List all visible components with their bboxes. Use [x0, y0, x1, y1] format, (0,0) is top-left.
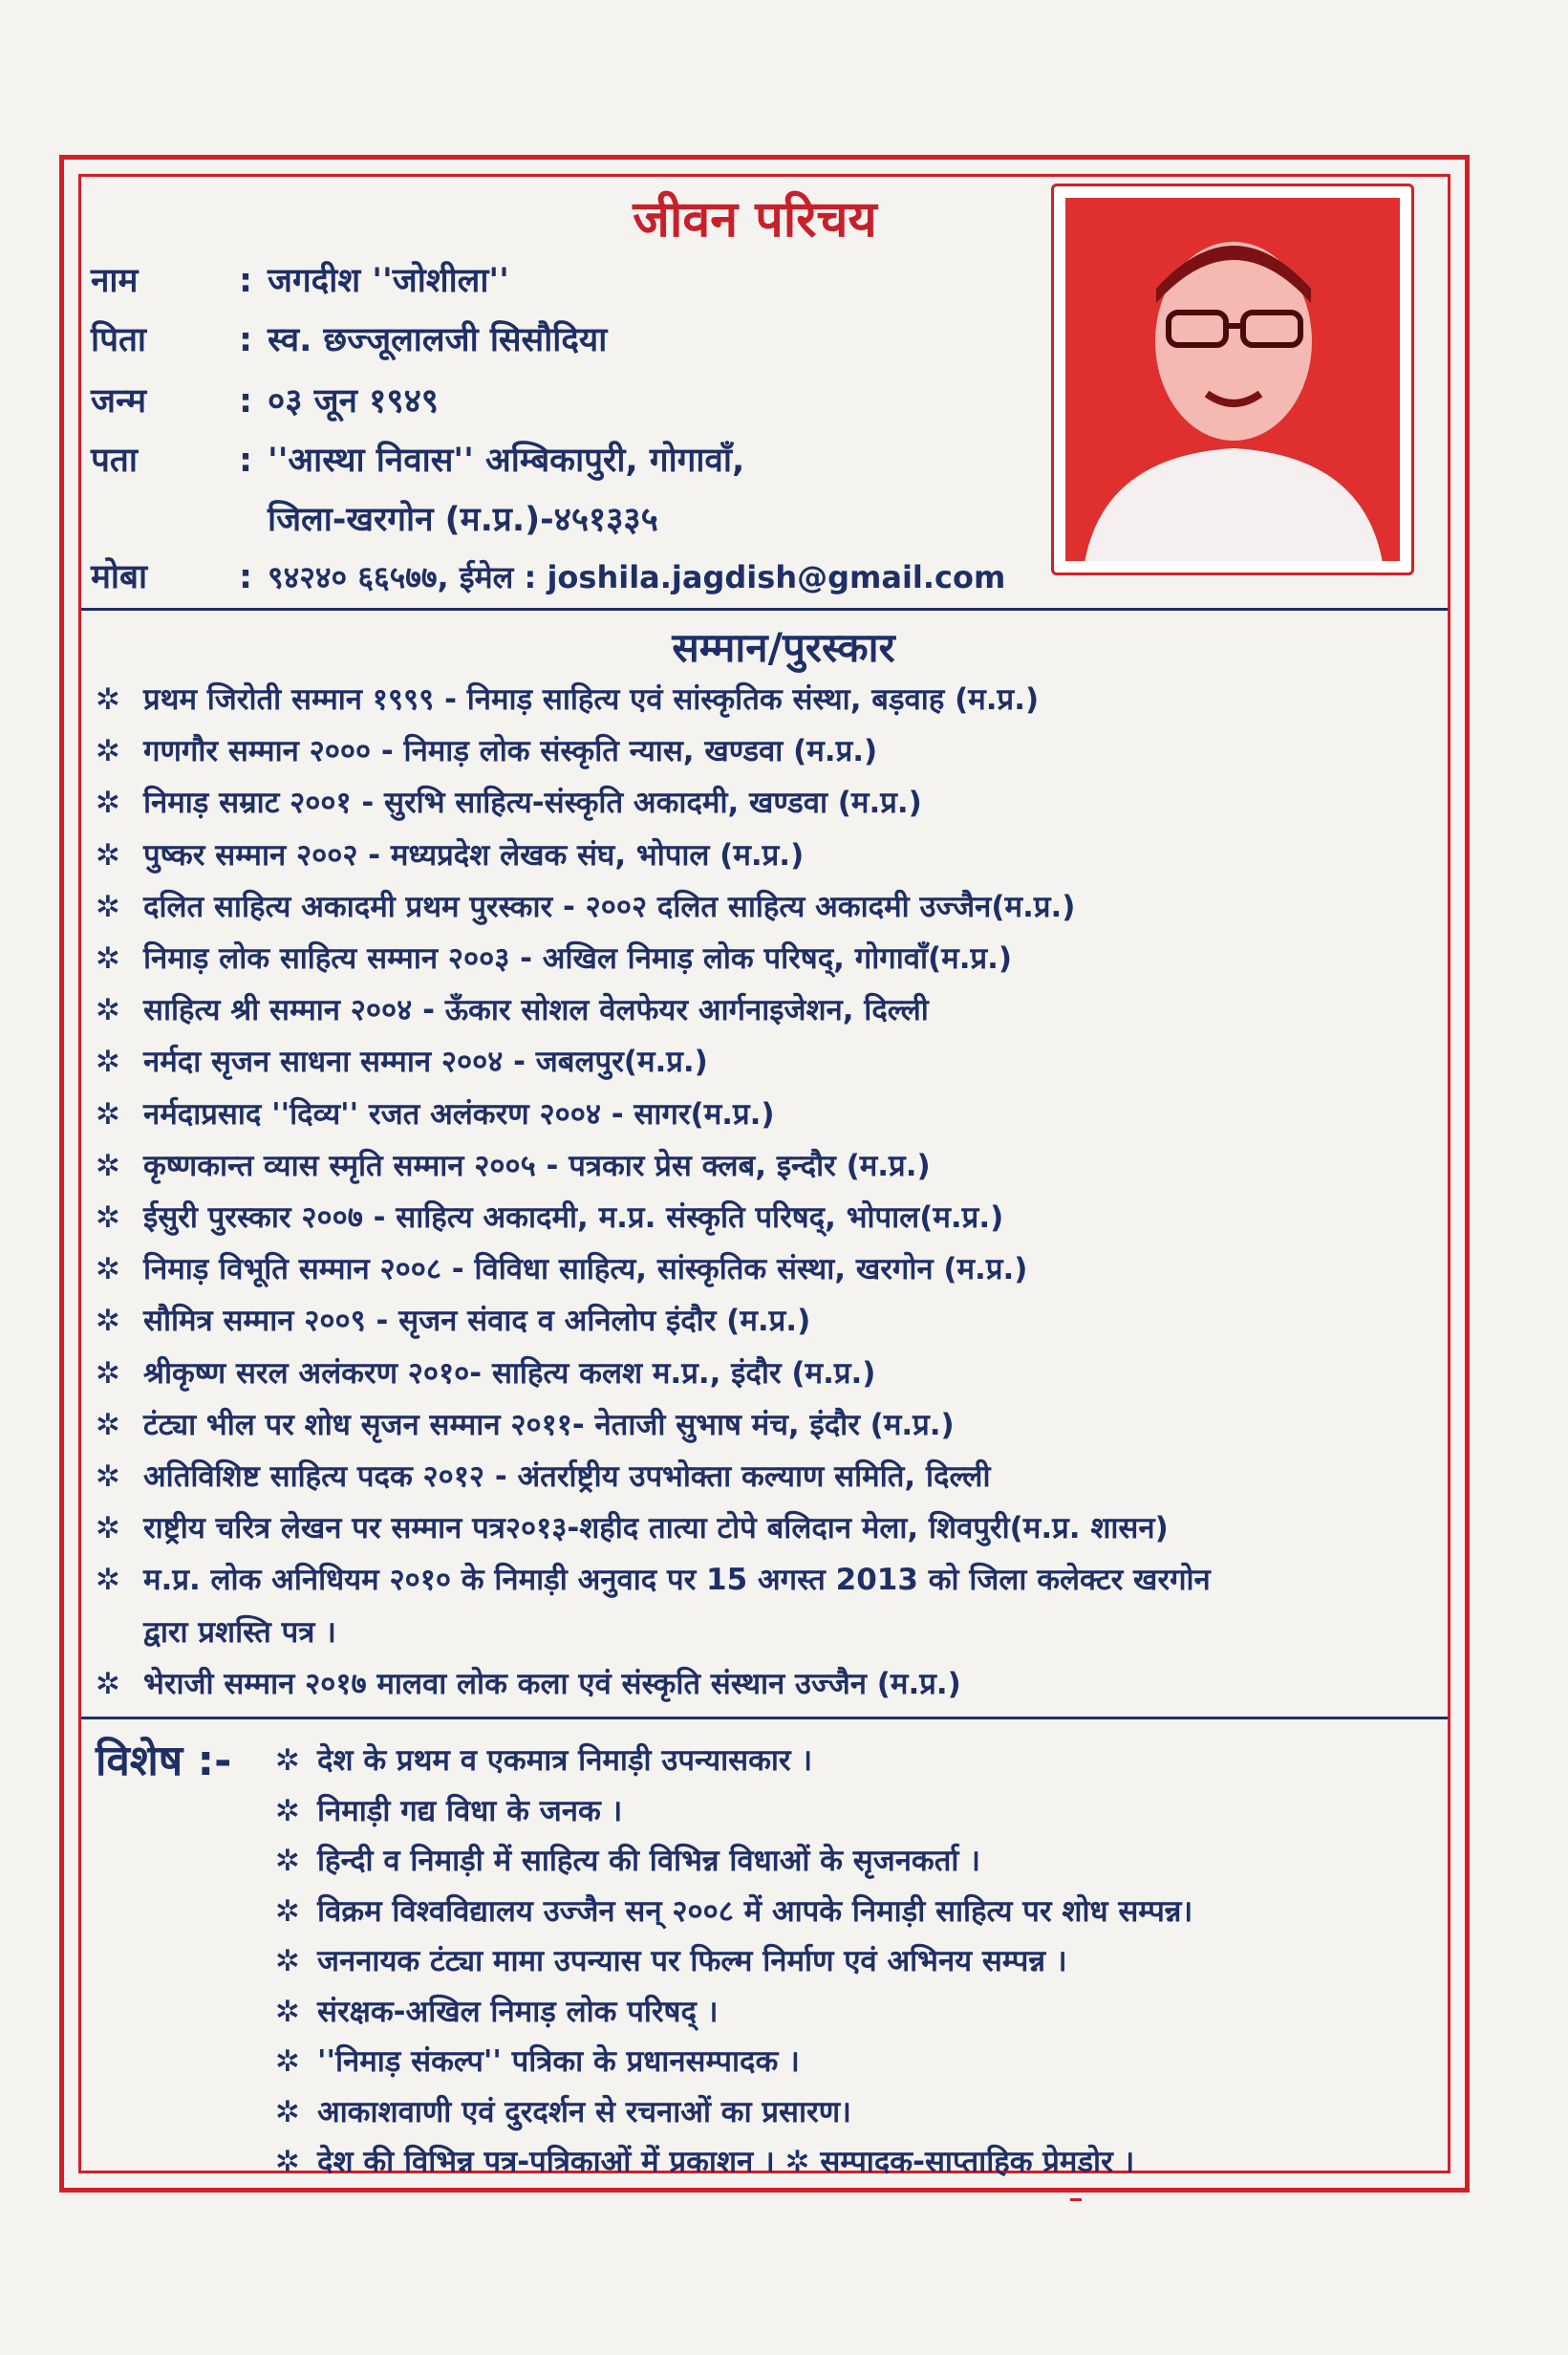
special-item — [275, 2143, 1441, 2181]
special-item — [275, 1842, 1441, 1880]
award-text: गणगौर सम्मान २००० - निमाड़ लोक संस्कृति न्यास, खण्डवा (म.प्र.) — [143, 734, 878, 769]
bio-value: ०३ जून १९४९ — [268, 382, 439, 421]
special-text: जननायक टंट्या मामा उपन्यास पर फिल्म निर्माण एवं अभिनय सम्पन्न । — [317, 1944, 1067, 1978]
bio-label: मोबा — [91, 558, 148, 596]
bio-label: नाम — [91, 262, 139, 300]
bio-label: जन्म — [91, 382, 147, 421]
bio-value: जिला-खरगोन (म.प्र.)-४५१३३५ — [268, 501, 658, 539]
bullet-icon: ✲ — [96, 734, 120, 769]
bullet-icon: ✲ — [275, 1793, 300, 1828]
award-item — [96, 1458, 1443, 1496]
portrait-photo — [1065, 198, 1400, 561]
bio-colon: : — [239, 382, 252, 421]
bio-value: ९४२४० ६६५७७, ईमेल : joshila.jagdish@gmail.com — [268, 559, 1006, 595]
bullet-icon: ✲ — [96, 1045, 120, 1080]
bullet-icon: ✲ — [275, 1944, 300, 1978]
award-text: अतिविशिष्ट साहित्य पदक २०१२ - अंतर्राष्ट्रीय उपभोक्ता कल्याण समिति, दिल्ली — [143, 1459, 991, 1494]
bullet-icon: ✲ — [96, 1511, 120, 1546]
award-continuation: द्वारा प्रशस्ति पत्र । — [143, 1614, 336, 1650]
award-text: सौमित्र सम्मान २००९ - सृजन संवाद व अनिलोप इंदौर (म.प्र.) — [143, 1304, 811, 1339]
special-item — [275, 2042, 1441, 2081]
bio-label: पता — [91, 442, 138, 480]
awards-title: सम्मान/पुरस्कार — [672, 624, 895, 671]
award-text: भेराजी सम्मान २०१७ मालवा लोक कला एवं संस्कृति संस्थान उज्जैन (म.प्र.) — [143, 1666, 961, 1701]
award-item — [96, 1665, 1443, 1703]
special-item — [275, 2093, 1441, 2131]
bullet-icon: ✲ — [96, 941, 120, 976]
bullet-icon: ✲ — [96, 1407, 120, 1442]
page-title: जीवन परिचय — [633, 191, 877, 248]
bullet-icon: ✲ — [96, 837, 120, 873]
bio-label: पिता — [91, 321, 146, 359]
bio-value: जगदीश ''जोशीला'' — [268, 262, 509, 300]
award-item — [96, 1199, 1443, 1237]
award-text: निमाड़ लोक साहित्य सम्मान २००३ - अखिल निमाड़ लोक परिषद्, गोगावाँ(म.प्र.) — [143, 941, 1013, 976]
award-item — [96, 681, 1443, 719]
divider — [81, 1717, 1448, 1719]
special-item — [275, 1942, 1441, 1980]
divider — [81, 608, 1448, 611]
special-item — [275, 1741, 1441, 1780]
special-text: आकाशवाणी एवं दुरदर्शन से रचनाओं का प्रसारण। — [317, 2094, 851, 2129]
award-item — [96, 1406, 1443, 1444]
special-label: विशेष :- — [96, 1737, 232, 1785]
bullet-icon: ✲ — [96, 1096, 120, 1132]
bullet-icon: ✲ — [96, 889, 120, 924]
award-item — [96, 991, 1443, 1029]
bullet-icon: ✲ — [96, 1200, 120, 1235]
award-text: राष्ट्रीय चरित्र लेखन पर सम्मान पत्र२०१३-शहीद तात्या टोपे बलिदान मेला, शिवपुरी(म.प्र. शासन) — [143, 1511, 1169, 1546]
bullet-icon: ✲ — [96, 682, 120, 717]
bullet-icon: ✲ — [96, 1304, 120, 1339]
bullet-icon: ✲ — [275, 1994, 300, 2029]
bio-value: ''आस्था निवास'' अम्बिकापुरी, गोगावाँ, — [268, 442, 745, 480]
award-text: श्रीकृष्ण सरल अलंकरण २०१०- साहित्य कलश म.प्र., इंदौर (म.प्र.) — [143, 1355, 876, 1391]
award-text: पुष्कर सम्मान २००२ - मध्यप्रदेश लेखक संघ, भोपाल (म.प्र.) — [143, 837, 805, 873]
bio-colon: : — [239, 442, 252, 480]
special-item — [275, 1993, 1441, 2031]
special-text: निमाड़ी गद्य विधा के जनक । — [317, 1793, 623, 1828]
award-text: म.प्र. लोक अनिधियम २०१० के निमाड़ी अनुवाद पर 15 अगस्त 2013 को जिला कलेक्टर खरगोन — [143, 1563, 1211, 1598]
award-item — [96, 1509, 1443, 1547]
award-text: टंट्या भील पर शोध सृजन सम्मान २०११- नेताजी सुभाष मंच, इंदौर (म.प्र.) — [143, 1407, 955, 1442]
bio-colon: : — [239, 262, 252, 300]
bullet-icon: ✲ — [96, 1459, 120, 1494]
award-text: कृष्णकान्त व्यास स्मृति सम्मान २००५ - पत्रकार प्रेस क्लब, इन्दौर (म.प्र.) — [143, 1148, 931, 1183]
bullet-icon: ✲ — [96, 993, 120, 1028]
bullet-icon: ✲ — [96, 786, 120, 821]
special-text: हिन्दी व निमाड़ी में साहित्य की विभिन्न विधाओं के सृजनकर्ता । — [317, 1844, 980, 1878]
award-item — [96, 888, 1443, 926]
award-item — [96, 732, 1443, 770]
bio-value: स्व. छज्जूलालजी सिसौदिया — [268, 321, 608, 359]
award-text: दलित साहित्य अकादमी प्रथम पुरस्कार - २००२ दलित साहित्य अकादमी उज्जैन(म.प्र.) — [143, 889, 1076, 924]
special-item — [275, 1792, 1441, 1830]
bullet-icon: ✲ — [275, 2044, 300, 2079]
print-mark — [1070, 2198, 1082, 2201]
award-item — [96, 1043, 1443, 1081]
award-item — [96, 1561, 1443, 1599]
special-text: विक्रम विश्वविद्यालय उज्जैन सन् २००८ में आपके निमाड़ी साहित्य पर शोध सम्पन्न। — [317, 1893, 1193, 1929]
bullet-icon: ✲ — [275, 1893, 300, 1929]
bullet-icon: ✲ — [96, 1666, 120, 1701]
award-item — [96, 1302, 1443, 1340]
award-text: ईसुरी पुरस्कार २००७ - साहित्य अकादमी, म.प्र. संस्कृति परिषद्, भोपाल(म.प्र.) — [143, 1200, 1004, 1235]
award-item — [96, 836, 1443, 875]
award-text: नर्मदाप्रसाद ''दिव्य'' रजत अलंकरण २००४ - सागर(म.प्र.) — [143, 1096, 775, 1132]
bullet-icon: ✲ — [96, 1148, 120, 1183]
award-text: प्रथम जिरोती सम्मान १९९९ - निमाड़ साहित्य एवं सांस्कृतिक संस्था, बड़वाह (म.प्र.) — [143, 682, 1040, 717]
award-text: साहित्य श्री सम्मान २००४ - ऊँकार सोशल वेलफेयर आर्गनाइजेशन, दिल्ली — [143, 993, 929, 1028]
bio-colon: : — [239, 321, 252, 359]
bio-colon: : — [239, 558, 252, 596]
portrait-frame — [1051, 184, 1414, 575]
special-item — [275, 1892, 1441, 1931]
award-item — [96, 1095, 1443, 1134]
award-item — [96, 1147, 1443, 1185]
special-text: संरक्षक-अखिल निमाड़ लोक परिषद् । — [317, 1994, 719, 2029]
bullet-icon: ✲ — [275, 1743, 300, 1778]
award-text: निमाड़ सम्राट २००१ - सुरभि साहित्य-संस्कृति अकादमी, खण्डवा (म.प्र.) — [143, 786, 922, 821]
award-item — [96, 784, 1443, 822]
bullet-icon: ✲ — [275, 2094, 300, 2129]
bullet-icon: ✲ — [96, 1252, 120, 1287]
award-item — [96, 940, 1443, 978]
award-text: निमाड़ विभूति सम्मान २००८ - विविधा साहित्य, सांस्कृतिक संस्था, खरगोन (म.प्र.) — [143, 1252, 1028, 1287]
award-item — [96, 1250, 1443, 1288]
special-text: देश के प्रथम व एकमात्र निमाड़ी उपन्यासकार । — [317, 1743, 813, 1778]
bullet-icon: ✲ — [96, 1563, 120, 1598]
bullet-icon: ✲ — [96, 1355, 120, 1391]
bullet-icon: ✲ — [275, 1844, 300, 1878]
special-text: देश की विभिन्न पत्र-पत्रिकाओं में प्रकाशन । ✲ सम्पादक-साप्ताहिक प्रेमडोर । — [317, 2145, 1135, 2179]
award-text: नर्मदा सृजन साधना सम्मान २००४ - जबलपुर(म.प्र.) — [143, 1045, 708, 1080]
award-item — [96, 1354, 1443, 1393]
portrait-illustration — [1065, 198, 1400, 561]
special-text: ''निमाड़ संकल्प'' पत्रिका के प्रधानसम्पादक । — [317, 2044, 800, 2079]
bullet-icon: ✲ — [275, 2145, 300, 2179]
